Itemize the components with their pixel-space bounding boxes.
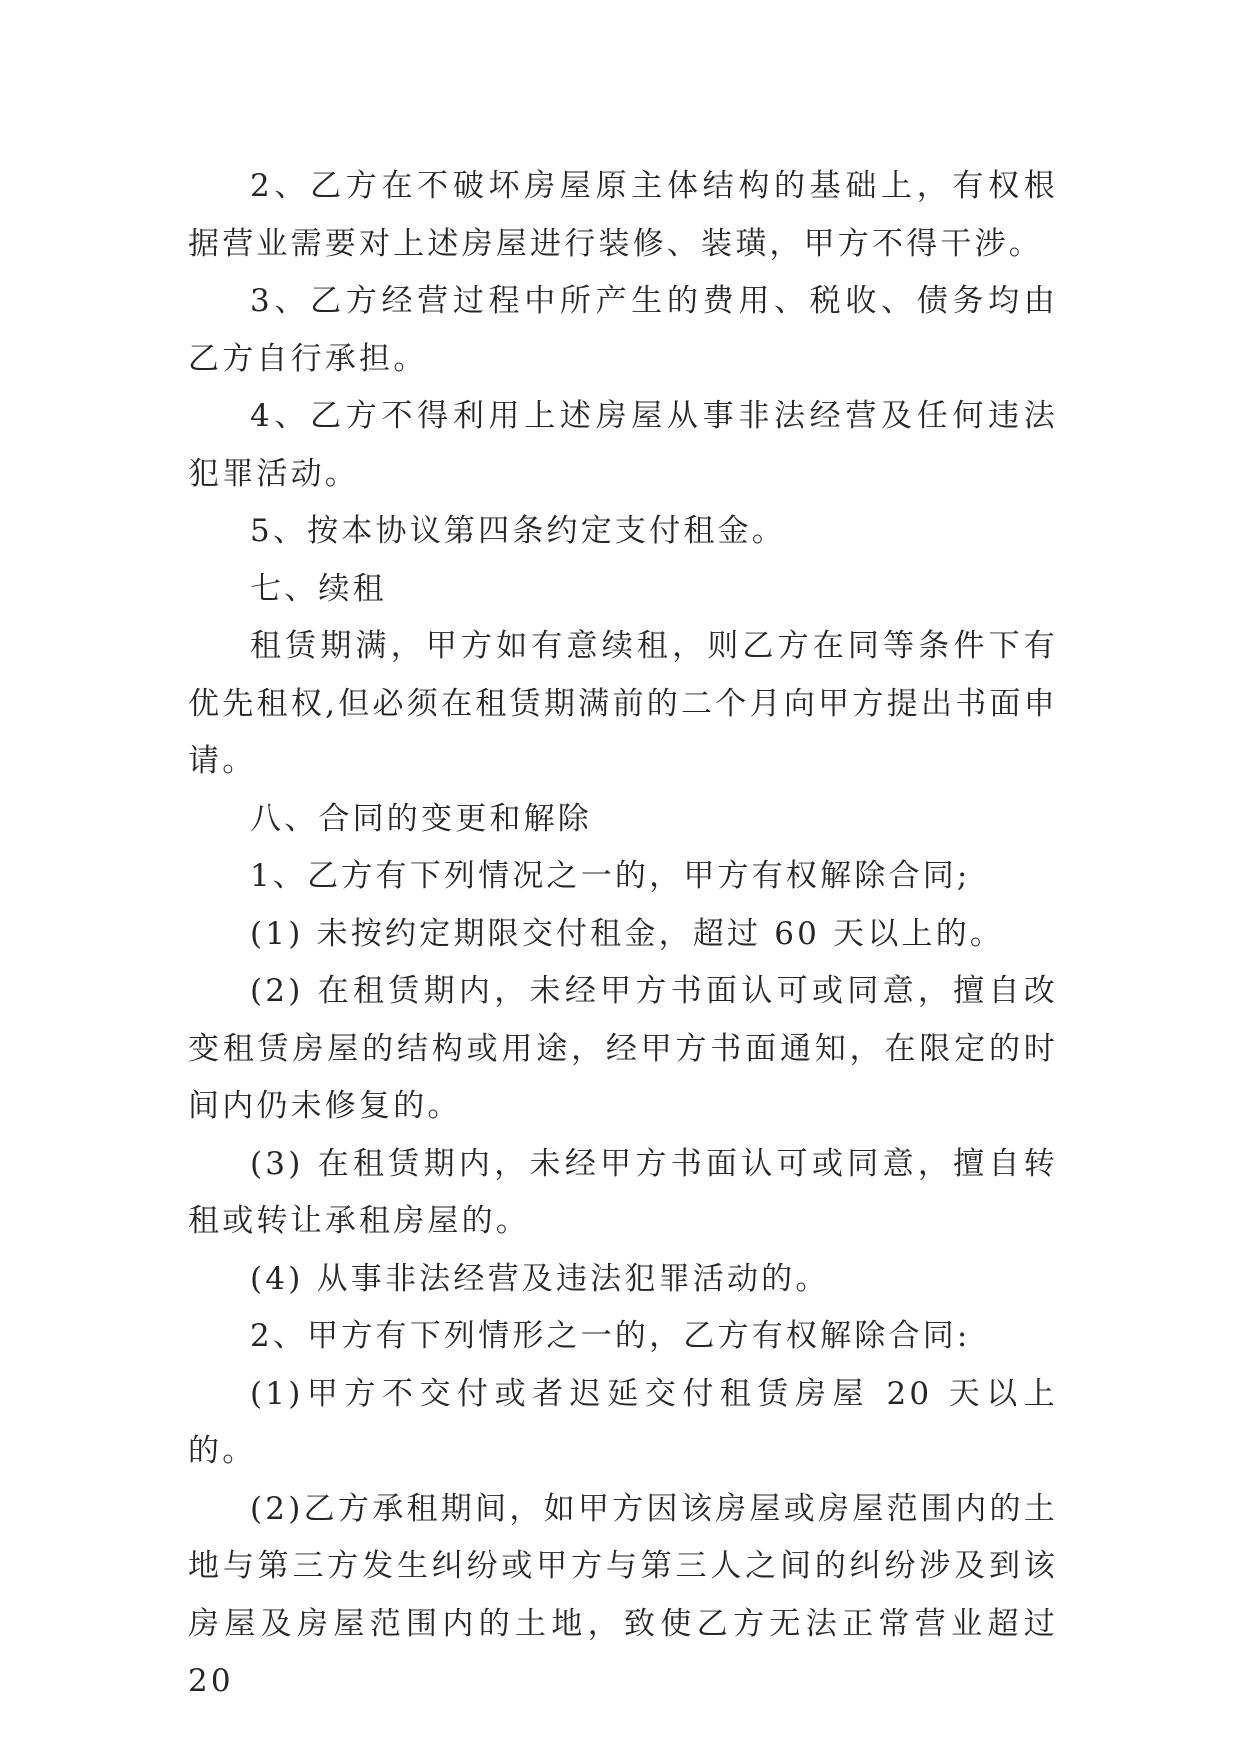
paragraph-clause-8-1-item-4: (4) 从事非法经营及违法犯罪活动的。 <box>250 1260 830 1297</box>
paragraph-clause-8-1-item-1: (1) 未按约定期限交付租金，超过 60 天以上的。 <box>250 915 1005 952</box>
paragraph-clause-6-3: 3、乙方经营过程中所产生的费用、税收、债务均由乙方自行承担。 <box>188 283 1058 377</box>
paragraph-clause-8-2-item-1: (1)甲方不交付或者迟延交付租赁房屋 20 天以上的。 <box>188 1375 1058 1469</box>
paragraph-clause-8-1-item-3: (3) 在租赁期内，未经甲方书面认可或同意，擅自转租或转让承租房屋的。 <box>188 1145 1058 1239</box>
paragraph-renewal-terms: 租赁期满，甲方如有意续租，则乙方在同等条件下有优先租权,但必须在租赁期满前的二个月向甲方提出书面申请。 <box>188 628 1058 779</box>
paragraph-clause-8-1-item-2: (2) 在租赁期内，未经甲方书面认可或同意，擅自改变租赁房屋的结构或用途，经甲方书面通知，在限定的时间内仍未修复的。 <box>188 973 1058 1124</box>
paragraph-clause-6-4: 4、乙方不得利用上述房屋从事非法经营及任何违法犯罪活动。 <box>188 398 1058 492</box>
paragraph-clause-8-2: 2、甲方有下列情形之一的，乙方有权解除合同: <box>250 1318 971 1354</box>
paragraph-clause-6-5: 5、按本协议第四条约定支付租金。 <box>250 513 786 549</box>
paragraph-clause-6-2: 2、乙方在不破坏房屋原主体结构的基础上，有权根据营业需要对上述房屋进行装修、装璜，甲方不得干涉。 <box>188 168 1058 262</box>
section-heading-change-termination: 八、合同的变更和解除 <box>250 800 592 837</box>
paragraph-clause-8-2-item-2: (2)乙方承租期间，如甲方因该房屋或房屋范围内的土地与第三方发生纠纷或甲方与第三人之间的纠纷涉及到该房屋及房屋范围内的土地，致使乙方无法正常营业超过 20 <box>188 1490 1058 1699</box>
section-heading-renewal: 七、续租 <box>250 570 387 607</box>
document-body <box>188 158 1058 1711</box>
paragraph-clause-8-1: 1、乙方有下列情况之一的，甲方有权解除合同; <box>250 858 971 894</box>
